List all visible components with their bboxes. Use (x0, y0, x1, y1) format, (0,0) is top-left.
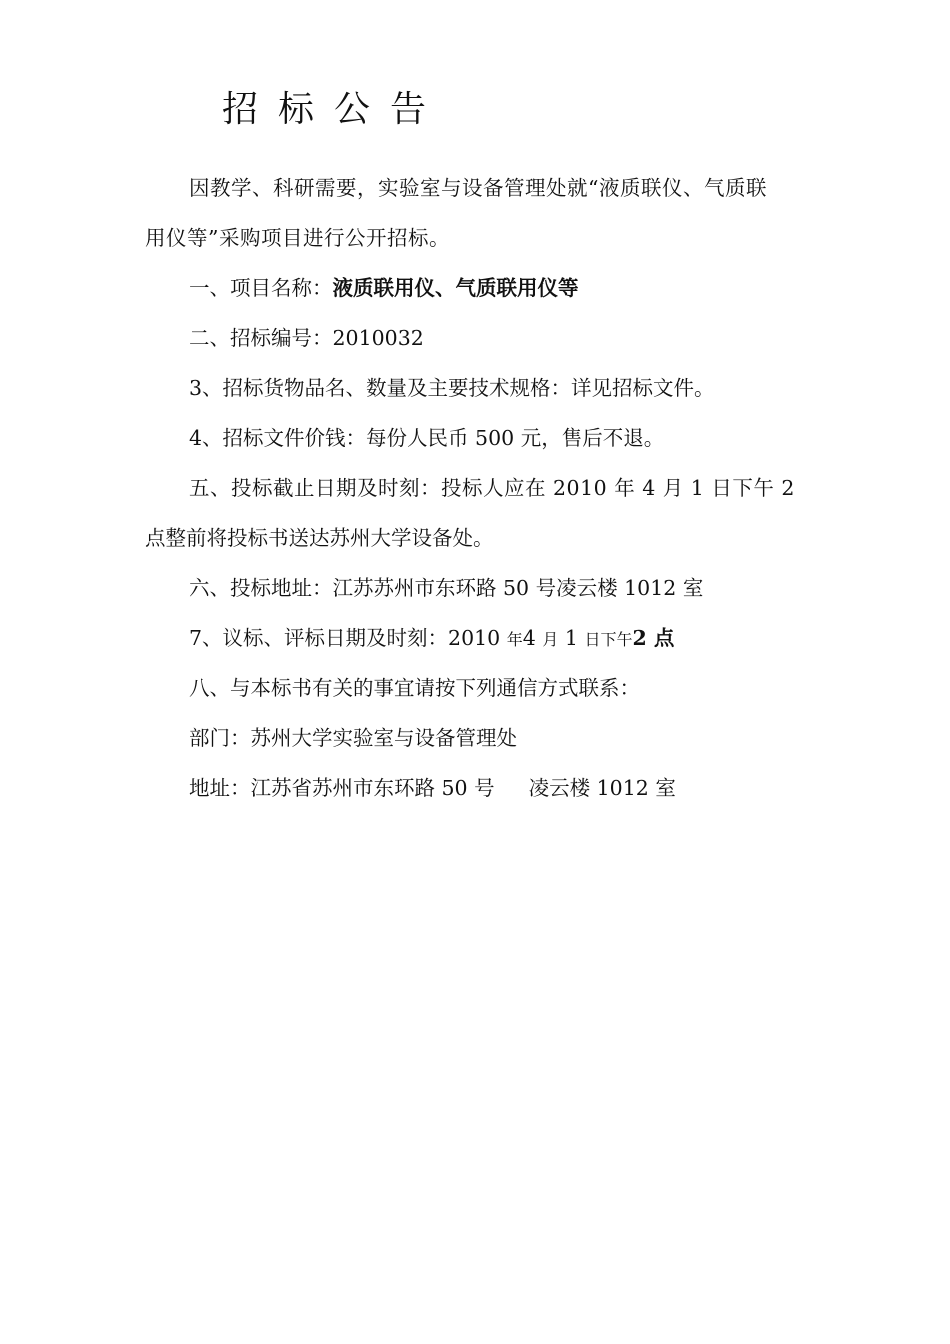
item-deadline-line-1: 五、投标截止日期及时刻：投标人应在 2010 年 4 月 1 日下午 2 (189, 476, 795, 500)
item-tender-number-label: 二、招标编号： (189, 326, 333, 350)
page-title: 招标公告 (222, 89, 447, 130)
item-goods-spec: 3、招标货物品名、数量及主要技术规格：详见招标文件。 (189, 376, 715, 400)
intro-line-2: 用仪等”采购项目进行公开招标。 (145, 226, 450, 250)
contact-address (189, 774, 676, 802)
intro-line-1: 因教学、科研需要，实验室与设备管理处就“液质联仪、气质联 (189, 176, 767, 200)
evaluation-day: 1 (564, 626, 578, 650)
item-deadline-line-2: 点整前将投标书送达苏州大学设备处。 (145, 526, 494, 550)
item-evaluation-date (189, 624, 674, 654)
item-project-name-label: 一、项目名称： (189, 276, 333, 300)
item-evaluation-date-label: 7、议标、评标日期及时刻： (189, 626, 449, 650)
evaluation-hour: 2 点 (632, 626, 675, 650)
item-project-name (189, 274, 579, 302)
item-project-name-value: 液质联用仪、气质联用仪等 (332, 276, 579, 300)
evaluation-month: 4 (522, 626, 536, 650)
evaluation-year-unit: 年 (506, 630, 523, 649)
item-document-price: 4、招标文件价钱：每份人民币 500 元，售后不退。 (189, 426, 665, 450)
evaluation-month-unit: 月 (542, 630, 559, 649)
contact-department: 部门：苏州大学实验室与设备管理处 (189, 726, 517, 750)
contact-address-part-1: 地址：江苏省苏州市东环路 50 号 (189, 776, 495, 800)
item-tender-number (189, 324, 424, 352)
item-contact-intro: 八、与本标书有关的事宜请按下列通信方式联系： (189, 676, 640, 700)
evaluation-year: 2010 (448, 626, 501, 650)
item-tender-number-value: 2010032 (332, 326, 424, 350)
evaluation-day-unit: 日下午 (584, 630, 633, 649)
item-bid-address: 六、投标地址：江苏苏州市东环路 50 号凌云楼 1012 室 (189, 576, 704, 600)
contact-address-part-2: 凌云楼 1012 室 (528, 776, 676, 800)
